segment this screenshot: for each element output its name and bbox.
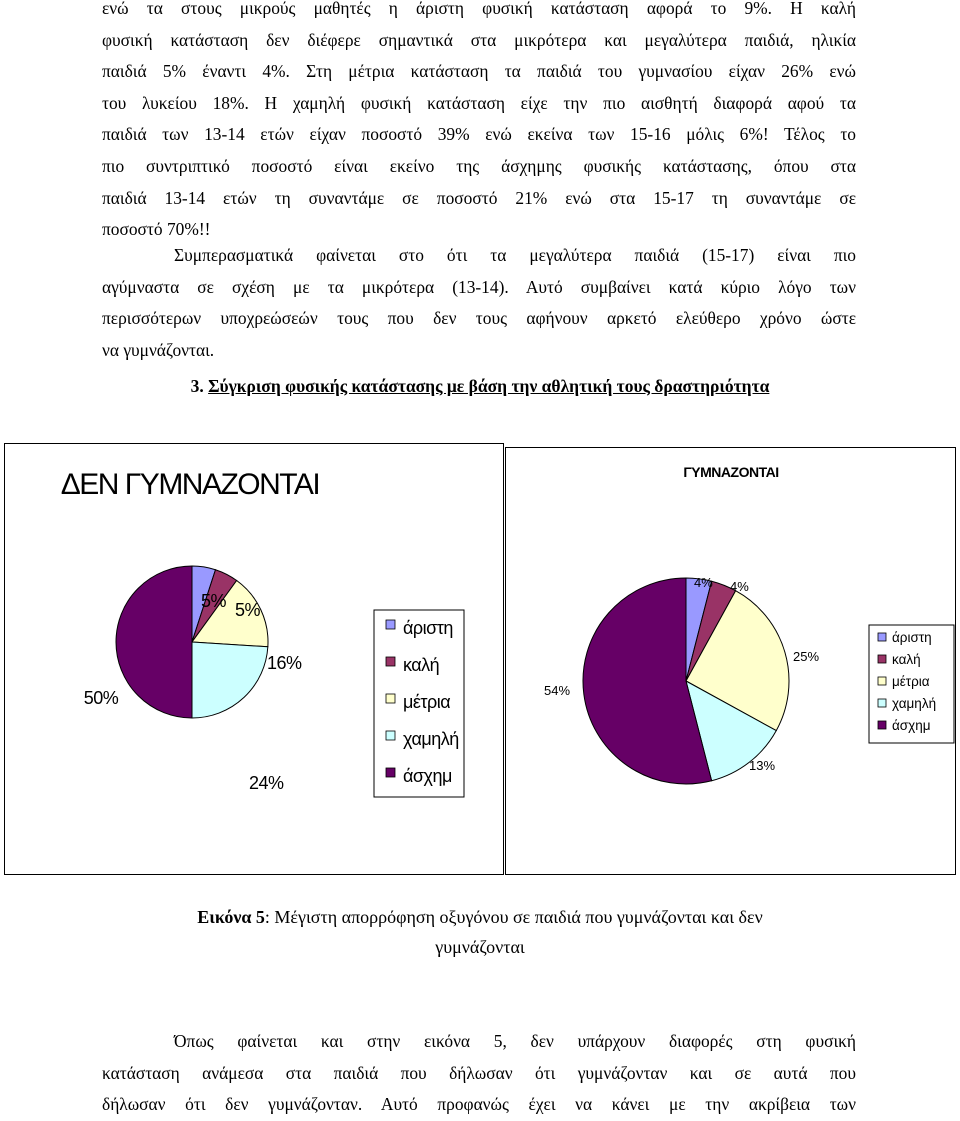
chart-title: ΓΥΜΝΑΖΟΝΤΑΙ: [683, 464, 779, 480]
data-label: 50%: [83, 688, 119, 708]
legend-label: καλή: [403, 655, 440, 675]
legend-swatch: [386, 731, 395, 740]
conclusion-paragraph: [102, 240, 856, 366]
pie-slice-asxhmh: [116, 566, 192, 718]
legend-swatch: [386, 657, 395, 666]
legend-swatch: [878, 633, 886, 641]
text-line: να γυμνάζονται.: [102, 339, 215, 360]
data-label: 24%: [249, 773, 284, 793]
text-line: πιο συντριπτικό ποσοστό είναι εκείνο της άσχημης φυσικής κατάστασης, όπου στα: [102, 155, 856, 176]
legend-label: άσχημ: [403, 766, 452, 786]
legend: [374, 610, 464, 797]
data-label: 5%: [201, 591, 227, 611]
text-line: φυσική κατάσταση δεν διέφερε σημαντικά στα μικρότερα και μεγαλύτερα παιδιά, ηλικία: [102, 29, 856, 50]
data-label: 4%: [730, 579, 749, 594]
pie-chart-exercising: [506, 448, 955, 874]
text-line: ποσοστό 70%!!: [102, 219, 211, 240]
section-heading: [0, 376, 960, 397]
legend-label: μέτρια: [403, 692, 451, 712]
data-label: 5%: [235, 600, 261, 620]
legend-swatch: [386, 768, 395, 777]
chart-title: ΔΕΝ ΓΥΜΝΑΖΟΝΤΑΙ: [60, 468, 320, 501]
caption-text: : Μέγιστη απορρόφηση οξυγόνου σε παιδιά που γυμνάζονται και δεν: [264, 907, 763, 927]
legend-label: μέτρια: [892, 674, 930, 689]
bottom-paragraph: [102, 1026, 856, 1121]
text-line: Όπως φαίνεται και στην εικόνα 5, δεν υπάρχουν διαφορές στη φυσική: [174, 1031, 856, 1051]
data-label: 54%: [543, 683, 571, 698]
legend-swatch: [878, 699, 886, 707]
pie-slice-xamili: [192, 642, 268, 718]
data-label: 25%: [793, 649, 820, 664]
legend-swatch: [878, 655, 886, 663]
legend-label: χαμηλή: [892, 696, 937, 711]
text-line: αγύμναστα σε σχέση με τα μικρότερα (13-14). Αυτό συμβαίνει κατά κύριο λόγο των: [102, 276, 856, 297]
text-line: του λυκείου 18%. Η χαμηλή φυσική κατάσταση είχε την πιο αισθητή διαφορά αφού τα: [102, 92, 856, 113]
legend-label: άσχημ: [892, 718, 931, 733]
legend-swatch: [386, 694, 395, 703]
chart-not-exercising: [4, 443, 504, 875]
text-line: κατάσταση ανάμεσα στα παιδιά που δήλωσαν ότι γυμνάζονταν και σε αυτά που: [102, 1062, 856, 1083]
text-line: ενώ τα στους μικρούς μαθητές η άριστη φυσική κατάσταση αφορά το 9%. Η καλή: [102, 0, 856, 18]
legend: [869, 625, 954, 743]
section-title: Σύγκριση φυσικής κατάστασης με βάση την αθλητική τους δραστηριότητα: [208, 376, 770, 396]
pie-chart-not-exercising: [5, 444, 503, 874]
data-label: 13%: [749, 758, 776, 773]
caption-text-line2: γυμνάζονται: [435, 937, 525, 957]
legend-label: καλή: [892, 652, 921, 667]
text-line: περισσότερων υποχρεώσεών τους που δεν τους αφήνουν αρκετό ελεύθερο χρόνο ώστε: [102, 308, 856, 329]
chart-exercising: [505, 447, 956, 875]
text-line: δήλωσαν ότι δεν γυμνάζονταν. Αυτό προφανώς έχει να κάνει με την ακρίβεια των: [102, 1094, 856, 1115]
legend-swatch: [878, 677, 886, 685]
data-label: 4%: [694, 575, 713, 590]
legend-label: άριστη: [892, 630, 932, 645]
figure-caption: [0, 902, 960, 962]
text-line: παιδιά 13-14 ετών τη συναντάμε σε ποσοστό 21% ενώ στα 15-17 τη συναντάμε σε: [102, 187, 856, 208]
section-number: 3.: [190, 376, 204, 396]
legend-label: χαμηλή: [403, 729, 459, 749]
top-paragraph: [102, 0, 856, 246]
caption-label: Εικόνα 5: [197, 907, 265, 927]
legend-swatch: [386, 620, 395, 629]
text-line: παιδιά των 13-14 ετών είχαν ποσοστό 39% ενώ εκείνα των 15-16 μόλις 6%! Τέλος το: [102, 124, 856, 145]
legend-label: άριστη: [403, 618, 453, 638]
legend-swatch: [878, 721, 886, 729]
text-line: Συμπερασματικά φαίνεται στο ότι τα μεγαλύτερα παιδιά (15-17) είναι πιο: [174, 245, 856, 265]
text-line: παιδιά 5% έναντι 4%. Στη μέτρια κατάσταση τα παιδιά του γυμνασίου είχαν 26% ενώ: [102, 61, 856, 82]
data-label: 16%: [267, 653, 302, 673]
